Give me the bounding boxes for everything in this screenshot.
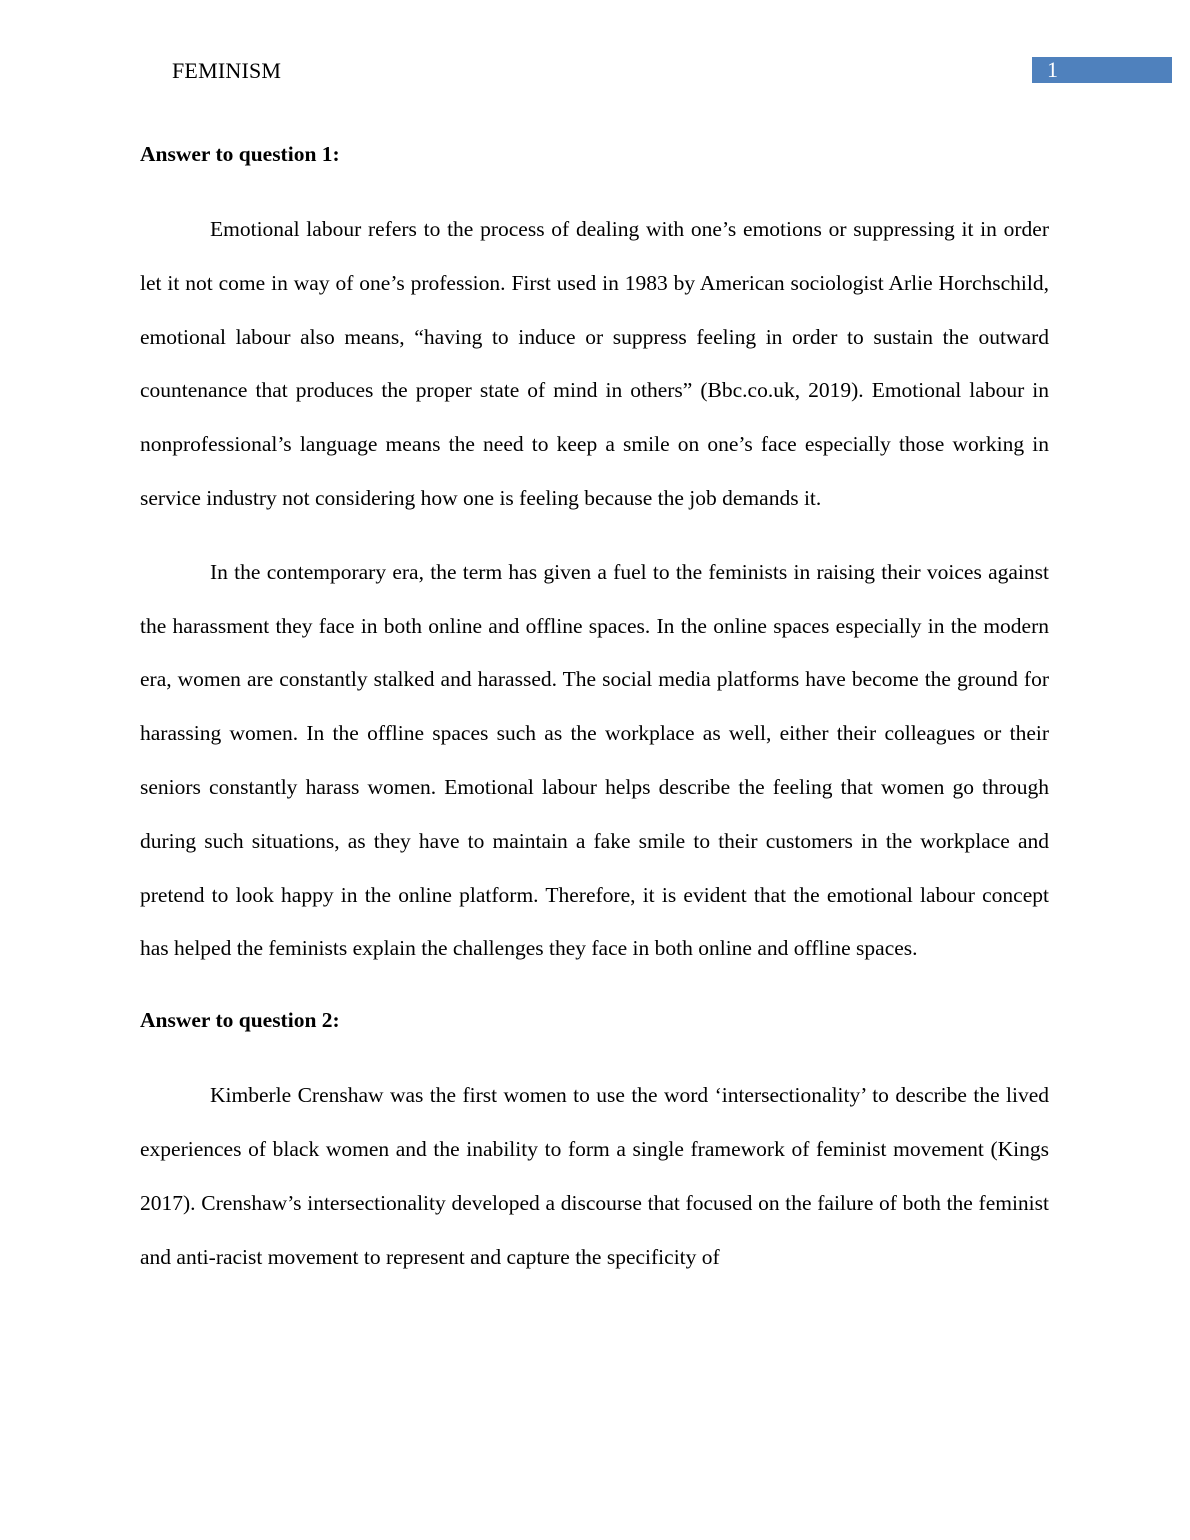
section-heading-question-2: Answer to question 2: — [140, 1008, 340, 1033]
running-head: FEMINISM — [172, 58, 282, 83]
page-number-box — [1032, 57, 1172, 83]
paragraph-emotional-labour-definition: Emotional labour refers to the process of dealing with one’s emotions or suppressing it in order let it not come in way of one’s profession. First used in 1983 by American sociologist Arlie Horchschild, emotional labour also means, “having to induce or suppress feeling in order to sustain the outward countenance that produces the proper state of mind in others” (Bbc.co.uk, 2019). Emotional labour in nonprofessional’s language means the need to keep a smile on one’s face especially those working in service industry not considering how one is feeling because the job demands it. — [140, 217, 1049, 510]
paragraph-intersectionality: Kimberle Crenshaw was the first women to use the word ‘intersectionality’ to describe the lived experiences of black women and the inability to form a single framework of feminist movement (Kings 2017). Crenshaw’s intersectionality developed a discourse that focused on the failure of both the feminist and anti-racist movement to represent and capture the specificity of — [140, 1083, 1049, 1269]
document-body — [140, 130, 1049, 1304]
paragraph-emotional-labour-feminism: In the contemporary era, the term has given a fuel to the feminists in raising their voices against the harassment they face in both online and offline spaces. In the online spaces especially in the modern era, women are constantly stalked and harassed. The social media platforms have become the ground for harassing women. In the offline spaces such as the workplace as well, either their colleagues or their seniors constantly harass women. Emotional labour helps describe the feeling that women go through during such situations, as they have to maintain a fake smile to their customers in the workplace and pretend to look happy in the online platform. Therefore, it is evident that the emotional labour concept has helped the feminists explain the challenges they face in both online and offline spaces. — [140, 559, 1049, 961]
page-number: 1 — [1047, 57, 1058, 82]
section-heading-question-1: Answer to question 1: — [140, 142, 340, 166]
